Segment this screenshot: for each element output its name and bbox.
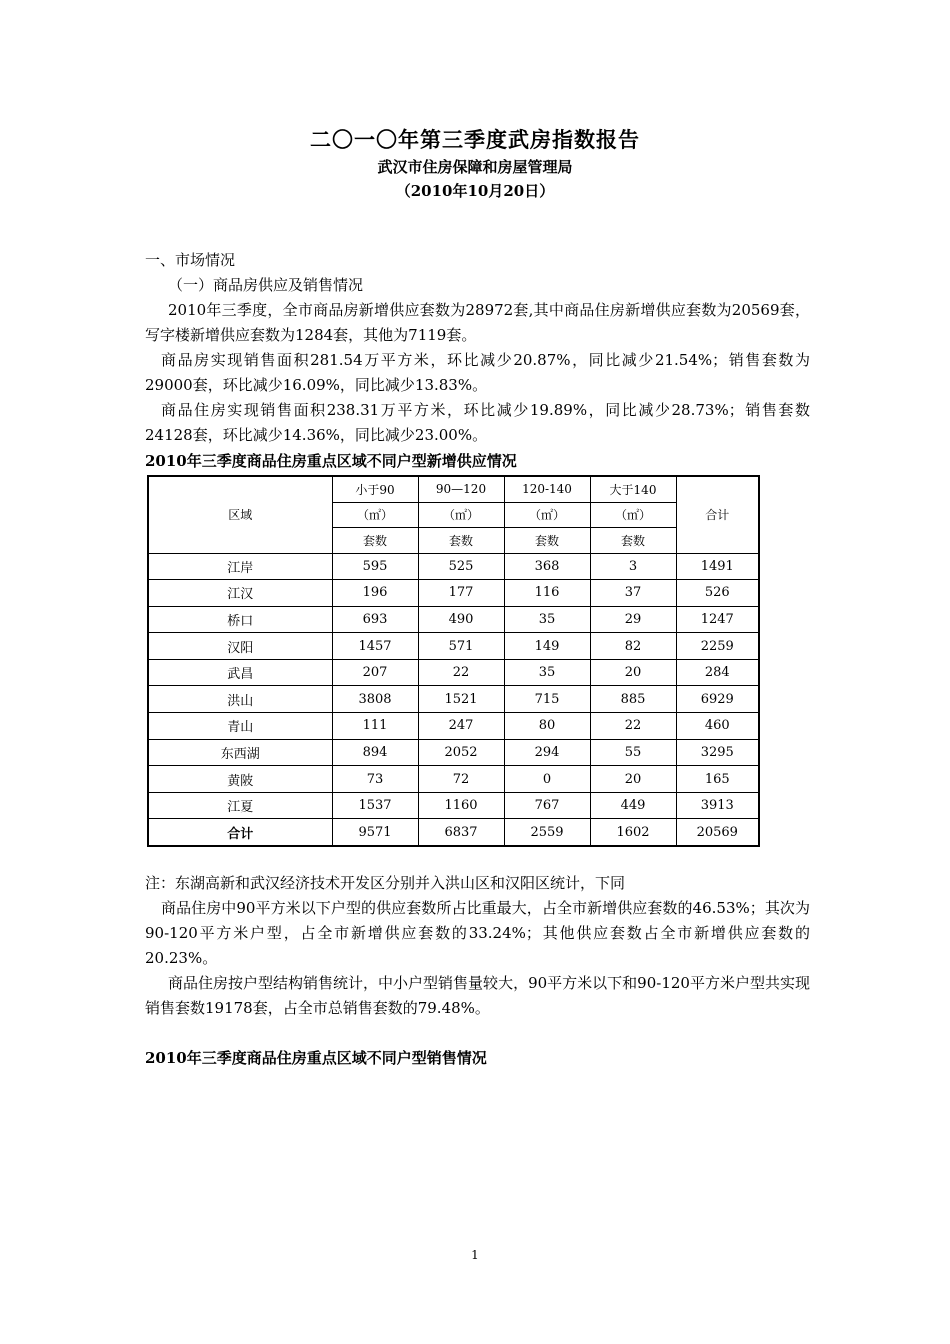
header-total: 合计 [676, 476, 759, 553]
table-row [148, 580, 759, 607]
header-measure: 套数 [590, 528, 676, 554]
cell-value: 196 [332, 580, 418, 607]
cell-total: 165 [676, 766, 759, 793]
header-range: 120-140 [504, 476, 590, 502]
table2-caption: 2010年三季度商品住房重点区域不同户型销售情况 [145, 1049, 487, 1067]
cell-total: 460 [676, 713, 759, 740]
table-note: 注：东湖高新和武汉经济技术开发区分别并入洪山区和汉阳区统计，下同 [145, 874, 626, 892]
report-agency: 武汉市住房保障和房屋管理局 [377, 158, 573, 176]
cell-value: 29 [590, 606, 676, 633]
cell-total: 20569 [676, 819, 759, 846]
cell-total: 526 [676, 580, 759, 607]
cell-region: 合计 [148, 819, 332, 846]
cell-region: 江夏 [148, 792, 332, 819]
section-heading: 一、市场情况 [145, 251, 236, 269]
cell-value: 177 [418, 580, 504, 607]
cell-region: 桥口 [148, 606, 332, 633]
header-unit: （㎡） [332, 502, 418, 528]
cell-total: 6929 [676, 686, 759, 713]
table-row [148, 739, 759, 766]
cell-value: 207 [332, 659, 418, 686]
cell-value: 1521 [418, 686, 504, 713]
header-region: 区域 [148, 476, 332, 553]
table-row [148, 686, 759, 713]
table-row [148, 553, 759, 580]
cell-value: 0 [504, 766, 590, 793]
cell-value: 20 [590, 659, 676, 686]
header-measure: 套数 [504, 528, 590, 554]
table-row [148, 713, 759, 740]
cell-region: 洪山 [148, 686, 332, 713]
cell-region: 黄陂 [148, 766, 332, 793]
cell-value: 693 [332, 606, 418, 633]
cell-value: 82 [590, 633, 676, 660]
paragraph-sales-structure: 商品住房按户型结构销售统计，中小户型销售量较大，90平方米以下和90-120平方米户型共实现销售套数19178套，占全市总销售套数的79.48%。 [145, 974, 810, 1017]
table-row [148, 633, 759, 660]
cell-value: 55 [590, 739, 676, 766]
cell-region: 武昌 [148, 659, 332, 686]
cell-total: 1491 [676, 553, 759, 580]
paragraph-supply-share: 商品住房中90平方米以下户型的供应套数所占比重最大，占全市新增供应套数的46.53%；其次为90-120平方米户型，占全市新增供应套数的33.24%；其他供应套数占全市新增供应套数的20.23%。 [145, 899, 810, 967]
header-range: 90—120 [418, 476, 504, 502]
cell-value: 3808 [332, 686, 418, 713]
table-row [148, 659, 759, 686]
cell-value: 149 [504, 633, 590, 660]
paragraph-sales: 商品房实现销售面积281.54万平方米，环比减少20.87%，同比减少21.54%；销售套数为29000套，环比减少16.09%，同比减少13.83%。 [145, 351, 810, 394]
cell-value: 2052 [418, 739, 504, 766]
header-unit: （㎡） [590, 502, 676, 528]
table-row [148, 766, 759, 793]
header-measure: 套数 [418, 528, 504, 554]
paragraph-residential-sales: 商品住房实现销售面积238.31万平方米，环比减少19.89%，同比减少28.73%；销售套数24128套，环比减少14.36%，同比减少23.00%。 [145, 401, 810, 444]
header-measure: 套数 [332, 528, 418, 554]
header-range: 大于140 [590, 476, 676, 502]
cell-value: 767 [504, 792, 590, 819]
table-row [148, 792, 759, 819]
cell-value: 73 [332, 766, 418, 793]
cell-region: 江岸 [148, 553, 332, 580]
cell-total: 3913 [676, 792, 759, 819]
cell-value: 2559 [504, 819, 590, 846]
cell-value: 35 [504, 659, 590, 686]
cell-value: 571 [418, 633, 504, 660]
cell-total: 284 [676, 659, 759, 686]
table-total-row [148, 819, 759, 846]
cell-region: 江汉 [148, 580, 332, 607]
cell-region: 东西湖 [148, 739, 332, 766]
header-unit: （㎡） [418, 502, 504, 528]
cell-region: 汉阳 [148, 633, 332, 660]
table-caption: 2010年三季度商品住房重点区域不同户型新增供应情况 [145, 452, 517, 470]
cell-region: 青山 [148, 713, 332, 740]
cell-value: 247 [418, 713, 504, 740]
cell-total: 1247 [676, 606, 759, 633]
cell-value: 525 [418, 553, 504, 580]
supply-table [147, 475, 760, 847]
cell-value: 9571 [332, 819, 418, 846]
cell-value: 22 [418, 659, 504, 686]
cell-value: 80 [504, 713, 590, 740]
cell-value: 885 [590, 686, 676, 713]
cell-total: 3295 [676, 739, 759, 766]
cell-value: 116 [504, 580, 590, 607]
cell-value: 894 [332, 739, 418, 766]
cell-value: 1602 [590, 819, 676, 846]
cell-value: 22 [590, 713, 676, 740]
cell-value: 111 [332, 713, 418, 740]
page-number: 1 [471, 1248, 479, 1262]
report-title: 二〇一〇年第三季度武房指数报告 [310, 127, 640, 152]
cell-value: 1160 [418, 792, 504, 819]
cell-value: 490 [418, 606, 504, 633]
header-range: 小于90 [332, 476, 418, 502]
cell-value: 368 [504, 553, 590, 580]
report-date: （2010年10月20日） [395, 182, 555, 200]
cell-value: 6837 [418, 819, 504, 846]
cell-value: 595 [332, 553, 418, 580]
paragraph-supply: 2010年三季度，全市商品房新增供应套数为28972套,其中商品住房新增供应套数为20569套，写字楼新增供应套数为1284套，其他为7119套。 [145, 301, 810, 344]
cell-value: 20 [590, 766, 676, 793]
cell-value: 1457 [332, 633, 418, 660]
cell-value: 449 [590, 792, 676, 819]
cell-value: 3 [590, 553, 676, 580]
cell-value: 715 [504, 686, 590, 713]
cell-value: 1537 [332, 792, 418, 819]
cell-value: 294 [504, 739, 590, 766]
cell-value: 37 [590, 580, 676, 607]
table-row [148, 606, 759, 633]
cell-value: 35 [504, 606, 590, 633]
cell-value: 72 [418, 766, 504, 793]
cell-total: 2259 [676, 633, 759, 660]
header-unit: （㎡） [504, 502, 590, 528]
sub-heading: （一）商品房供应及销售情况 [168, 276, 364, 294]
